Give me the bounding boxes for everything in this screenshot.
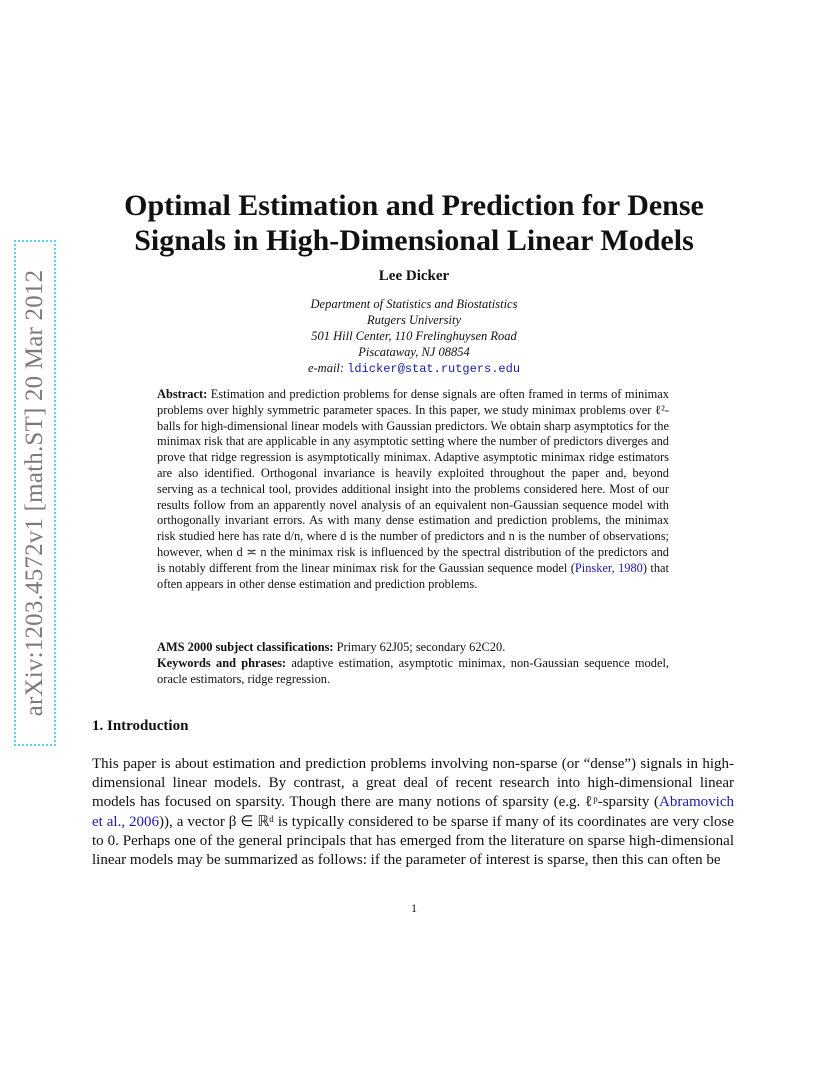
abstract-text-2: ) that often appears in other dense estimation and prediction problems. bbox=[157, 560, 669, 591]
classification-block bbox=[157, 640, 669, 687]
intro-paragraph bbox=[92, 755, 734, 870]
affiliation-department: Department of Statistics and Biostatistics bbox=[310, 297, 518, 311]
ams-label: AMS 2000 subject classifications: bbox=[157, 640, 334, 654]
arxiv-stamp-text: arXiv:1203.4572v1 [math.ST] 20 Mar 2012 bbox=[21, 269, 48, 717]
author-name: Lee Dicker bbox=[378, 268, 450, 284]
keywords bbox=[157, 656, 669, 688]
citation-link-pinsker[interactable]: Pinsker, 1980 bbox=[574, 560, 643, 575]
affiliation-address: 501 Hill Center, 110 Frelinghuysen Road bbox=[311, 329, 517, 343]
email-label: e-mail: bbox=[307, 361, 348, 375]
page-number: 1 bbox=[411, 901, 417, 915]
section-heading: 1. Introduction bbox=[92, 718, 189, 734]
title-line-2: Signals in High-Dimensional Linear Models bbox=[134, 224, 694, 257]
title-line-1: Optimal Estimation and Prediction for Dense bbox=[124, 189, 704, 222]
ams-classification bbox=[157, 640, 669, 656]
keywords-text: adaptive estimation, asymptotic minimax, non-Gaussian sequence model, oracle estimators, ridge regression. bbox=[157, 655, 669, 686]
citation-link-abramovich[interactable]: Abramovich et al., 2006 bbox=[92, 794, 734, 830]
keywords-label: Keywords and phrases: bbox=[157, 655, 287, 670]
intro-text-1: This paper is about estimation and prediction problems involving non-sparse (or “dense”) signals in high-dimensional linear models. By contrast, a great deal of recent research into high-dimensional linear models has focused on sparsity. Though there are many notions of sparsity (e.g. ℓᵖ-sparsity ( bbox=[92, 756, 734, 811]
ams-text: Primary 62J05; secondary 62C20. bbox=[333, 640, 506, 654]
affiliation-block bbox=[0, 296, 828, 377]
abstract-label: Abstract: bbox=[157, 387, 208, 401]
intro-text-2: )), a vector β ∈ ℝᵈ is typically considered to be sparse if many of its coordinates are very close to 0. Perhaps one of the general principals that has emerged from the literature on sparse high-dimensional linear models may be summarized as follows: if the parameter of interest is sparse, then this can often be bbox=[92, 813, 734, 869]
affiliation-email-line bbox=[0, 360, 828, 377]
affiliation-university: Rutgers University bbox=[366, 313, 462, 327]
paper-title bbox=[70, 188, 758, 258]
abstract bbox=[157, 387, 669, 592]
email-link[interactable]: ldicker@stat.rutgers.edu bbox=[347, 362, 521, 376]
affiliation-city: Piscataway, NJ 08854 bbox=[358, 345, 470, 359]
abstract-text-1: Estimation and prediction problems for dense signals are often framed in terms of minimax problems over highly symmetric parameter spaces. In this paper, we study minimax problems over ℓ²-balls for high-dimensional linear models with Gaussian predictors. We obtain sharp asymptotics for the minimax risk that are applicable in any asymptotic setting where the number of predictors diverges and prove that ridge regression is asymptotically minimax. Adaptive asymptotic minimax ridge estimators are also identified. Orthogonal invariance is heavily exploited throughout the paper and, beyond serving as a technical tool, provides additional insight into the problems considered here. Most of our results follow from an apparently novel analysis of an equivalent non-Gaussian sequence model with orthogonally invariant errors. As with many dense estimation and prediction problems, the minimax risk studied here has rate d/n, where d is the number of predictors and n is the number of observations; however, when d ≍ n the minimax risk is influenced by the spectral distribution of the predictors and is notably different from the linear minimax risk for the Gaussian sequence model ( bbox=[157, 387, 669, 575]
